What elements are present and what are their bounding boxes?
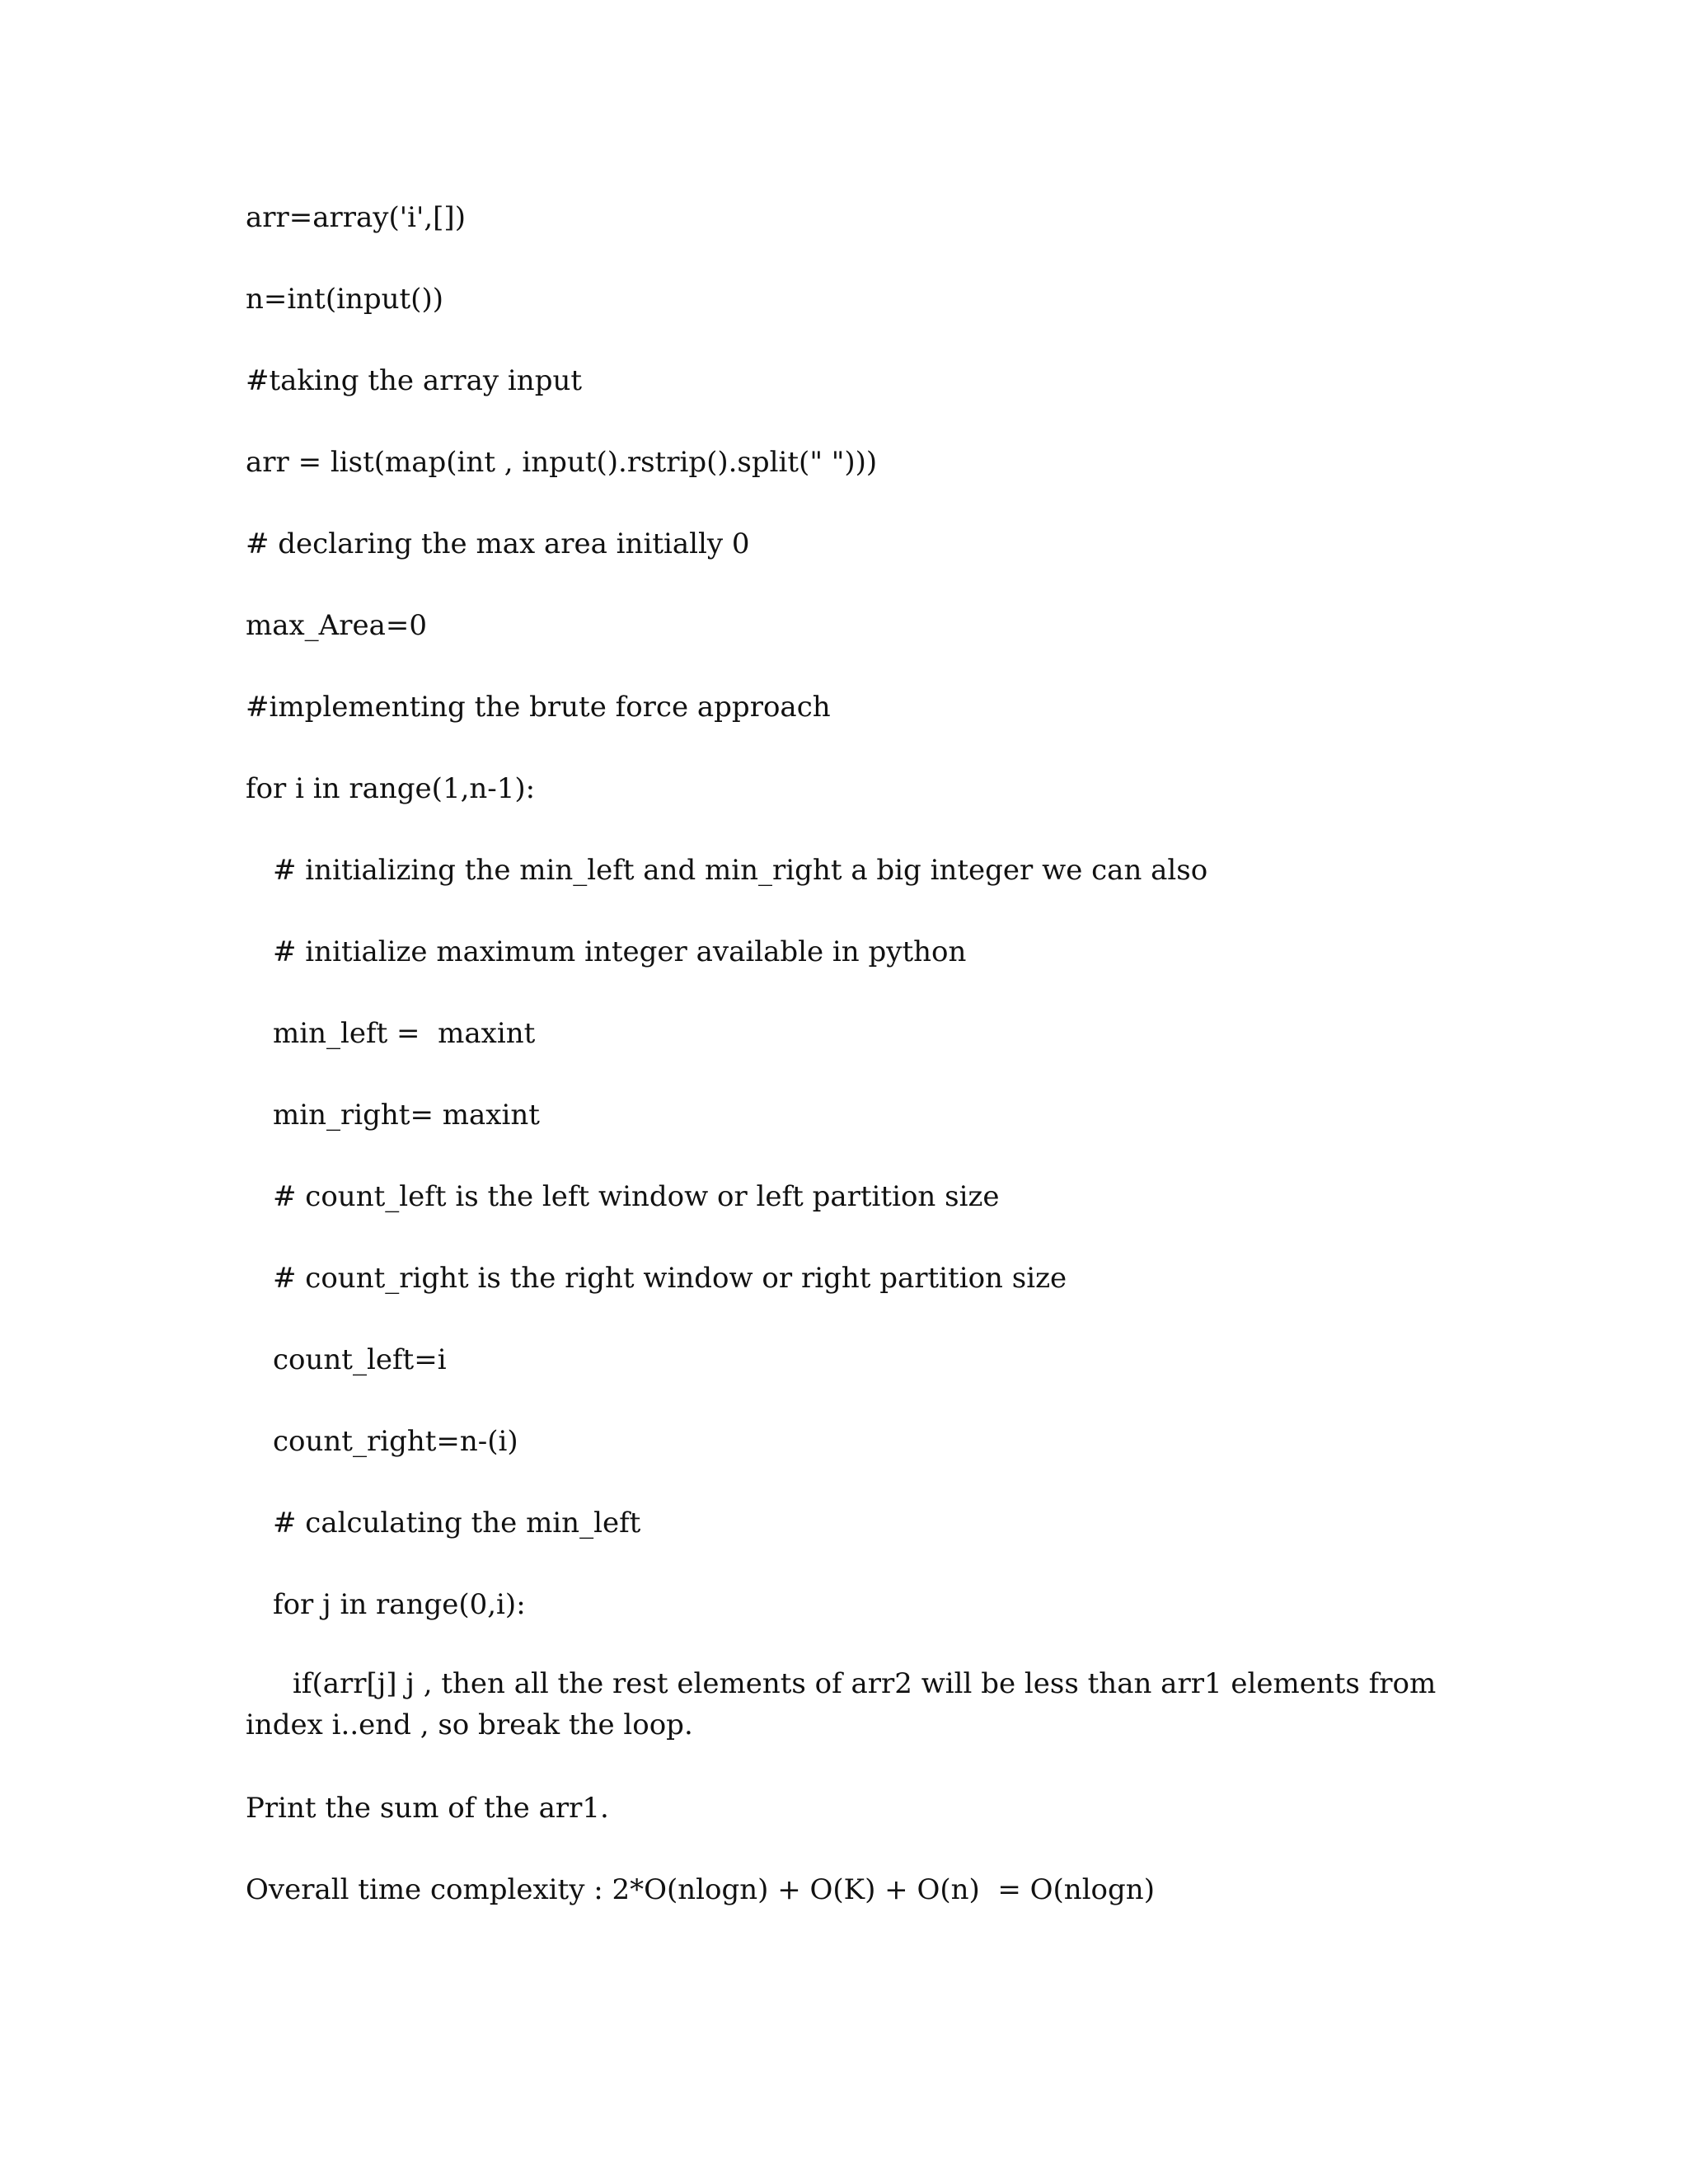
complexity-line: Overall time complexity : 2*O(nlogn) + O(K) + O(n) = O(nlogn) — [246, 1873, 1155, 1906]
wrapped-paragraph: if(arr[j] j , then all the rest elements of arr2 will be less than arr1 elements from index i..end , so break the loop. — [246, 1667, 1437, 1741]
code-line: count_right=n-(i) — [273, 1425, 518, 1458]
code-line: for j in range(0,i): — [273, 1588, 526, 1621]
document-body — [246, 194, 1449, 1948]
summary-line: Print the sum of the arr1. — [246, 1792, 609, 1825]
code-comment: # declaring the max area initially 0 — [246, 527, 750, 560]
code-line: count_left=i — [273, 1343, 447, 1376]
code-line: n=int(input()) — [246, 283, 443, 316]
code-comment: # initializing the min_left and min_right a big integer we can also — [273, 854, 1208, 887]
code-line: for i in range(1,n-1): — [246, 772, 536, 805]
code-line: arr = list(map(int , input().rstrip().split(" "))) — [246, 446, 878, 479]
code-line: min_right= maxint — [273, 1099, 540, 1132]
code-comment: # count_right is the right window or right partition size — [273, 1262, 1067, 1295]
code-comment: # count_left is the left window or left partition size — [273, 1180, 1000, 1213]
code-comment: #implementing the brute force approach — [246, 691, 831, 724]
code-comment: # calculating the min_left — [273, 1507, 641, 1540]
code-line: arr=array('i',[]) — [246, 201, 466, 234]
code-comment: #taking the array input — [246, 364, 583, 397]
code-line: min_left = maxint — [273, 1017, 536, 1050]
code-line: max_Area=0 — [246, 609, 428, 642]
code-comment: # initialize maximum integer available in python — [273, 935, 967, 968]
